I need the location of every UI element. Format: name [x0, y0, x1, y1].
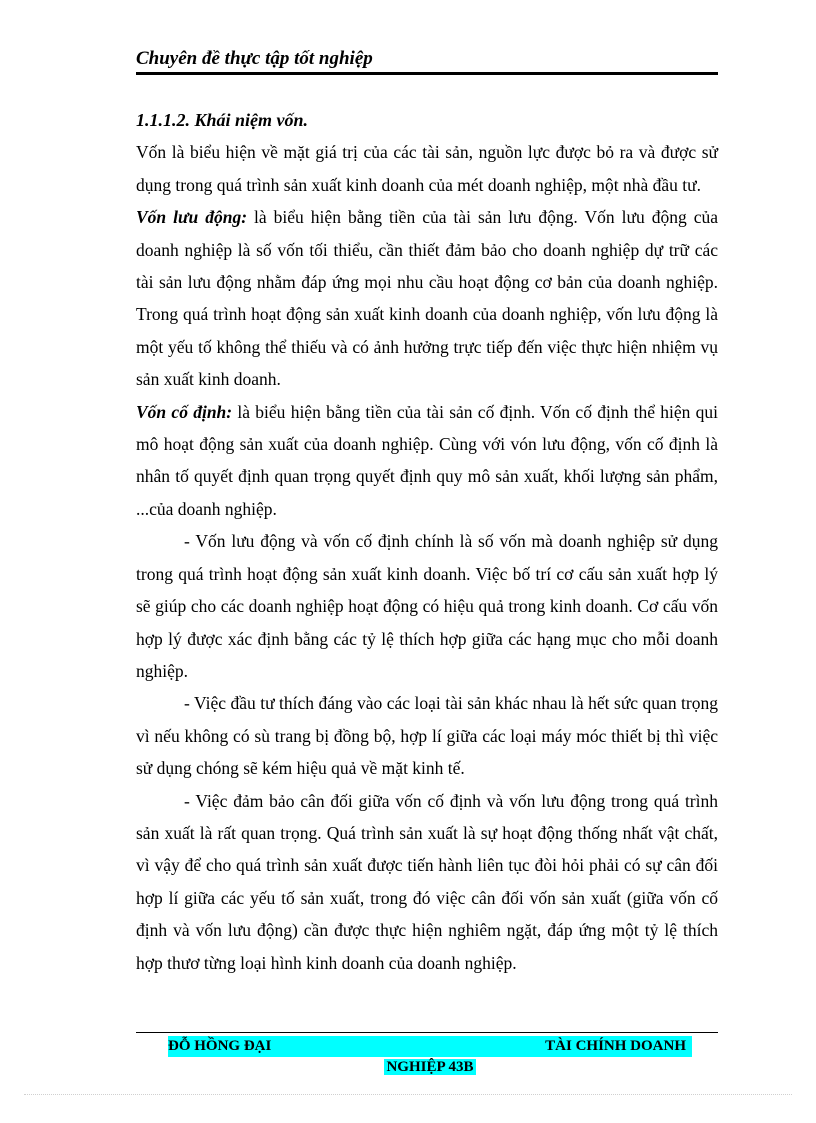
page-footer: [168, 1036, 692, 1078]
term-fixed-capital: Vốn cố định:: [136, 401, 233, 422]
term-working-capital: Vốn lưu động:: [136, 207, 248, 228]
section-title: 1.1.1.2. Khái niệm vốn.: [136, 110, 309, 130]
paragraph-bullet-3: - Việc đảm bảo cân đối giữa vốn cố định và vốn lưu động trong quá trình sản xuất là rất quan trọng. Quá trình sản xuất là sự hoạt động thống nhất vật chất, vì vậy để cho quá trình sản xuất được tiến hành liên tục đòi hỏi phải có sự cân đối hợp lí giữa các yếu tố sản xuất, trong đó việc cân đối vốn sản xuất (giữa vốn cố định và vốn lưu động) cần được thực hiện nghiêm ngặt, đáp ứng một tỷ lệ thích hợp thươ từng loại hình kinh doanh của doanh nghiệp.: [136, 790, 718, 973]
footer-author: ĐỖ HỒNG ĐẠI: [168, 1038, 272, 1054]
footer-department: TÀI CHÍNH DOANH: [545, 1038, 686, 1054]
paragraph-fixed-capital: [136, 396, 718, 526]
paragraph-definition: Vốn là biểu hiện về mặt giá trị của các tài sản, nguồn lực được bỏ ra và được sử dụng trong quá trình sản xuất kinh doanh của mét doanh nghiệp, một nhà đầu tư.: [136, 142, 718, 195]
paragraph-bullet-2: - Việc đầu tư thích đáng vào các loại tài sản khác nhau là hết sức quan trọng vì nếu không có sù trang bị đồng bộ, hợp lí giữa các loại máy móc thiết bị thì việc sử dụng chóng sẽ kém hiệu quả về mặt kinh tế.: [136, 693, 718, 779]
footer-divider: [136, 1032, 718, 1033]
header-title: Chuyên đề thực tập tốt nghiệp: [136, 48, 373, 69]
page-break-marker: [24, 1094, 792, 1095]
footer-row-1: [168, 1036, 692, 1057]
footer-department-cont: NGHIỆP 43B: [386, 1059, 474, 1075]
paragraph-fixed-capital-text: là biểu hiện bằng tiền của tài sản cố định. Vốn cố định thể hiện qui mô hoạt động sản xuất của doanh nghiệp. Cùng với vón lưu động, vốn cố định là nhân tố quyết định quan trọng quyết định quy mô sản xuất, khối lượng sản phẩm, ...của doanh nghiệp.: [136, 401, 719, 519]
paragraph-working-capital-text: là biểu hiện bằng tiền của tài sản lưu động. Vốn lưu động của doanh nghiệp là số vốn tối thiểu, cần thiết đảm bảo cho doanh nghiệp dự trữ các tài sản lưu động nhằm đáp ứng mọi nhu cầu hoạt động cơ bản của doanh nghiệp. Trong quá trình hoạt động sản xuất kinh doanh của doanh nghiệp, vốn lưu động là một yếu tố không thể thiếu và có ảnh hưởng trực tiếp đến việc thực hiện nhiệm vụ sản xuất kinh doanh.: [136, 207, 718, 390]
document-body: [136, 104, 718, 979]
footer-row-2: [168, 1057, 692, 1078]
page-header: [136, 48, 718, 75]
paragraph-working-capital: [136, 201, 718, 395]
paragraph-bullet-1: - Vốn lưu động và vốn cố định chính là số vốn mà doanh nghiệp sử dụng trong quá trình hoạt động sản xuất kinh doanh. Việc bố trí cơ cấu sản xuất hợp lý sẽ giúp cho các doanh nghiệp hoạt động có hiệu quả trong kinh doanh. Cơ cấu vốn hợp lý được xác định bằng các tỷ lệ thích hợp giữa các hạng mục cho mỗi doanh nghiệp.: [136, 531, 718, 681]
